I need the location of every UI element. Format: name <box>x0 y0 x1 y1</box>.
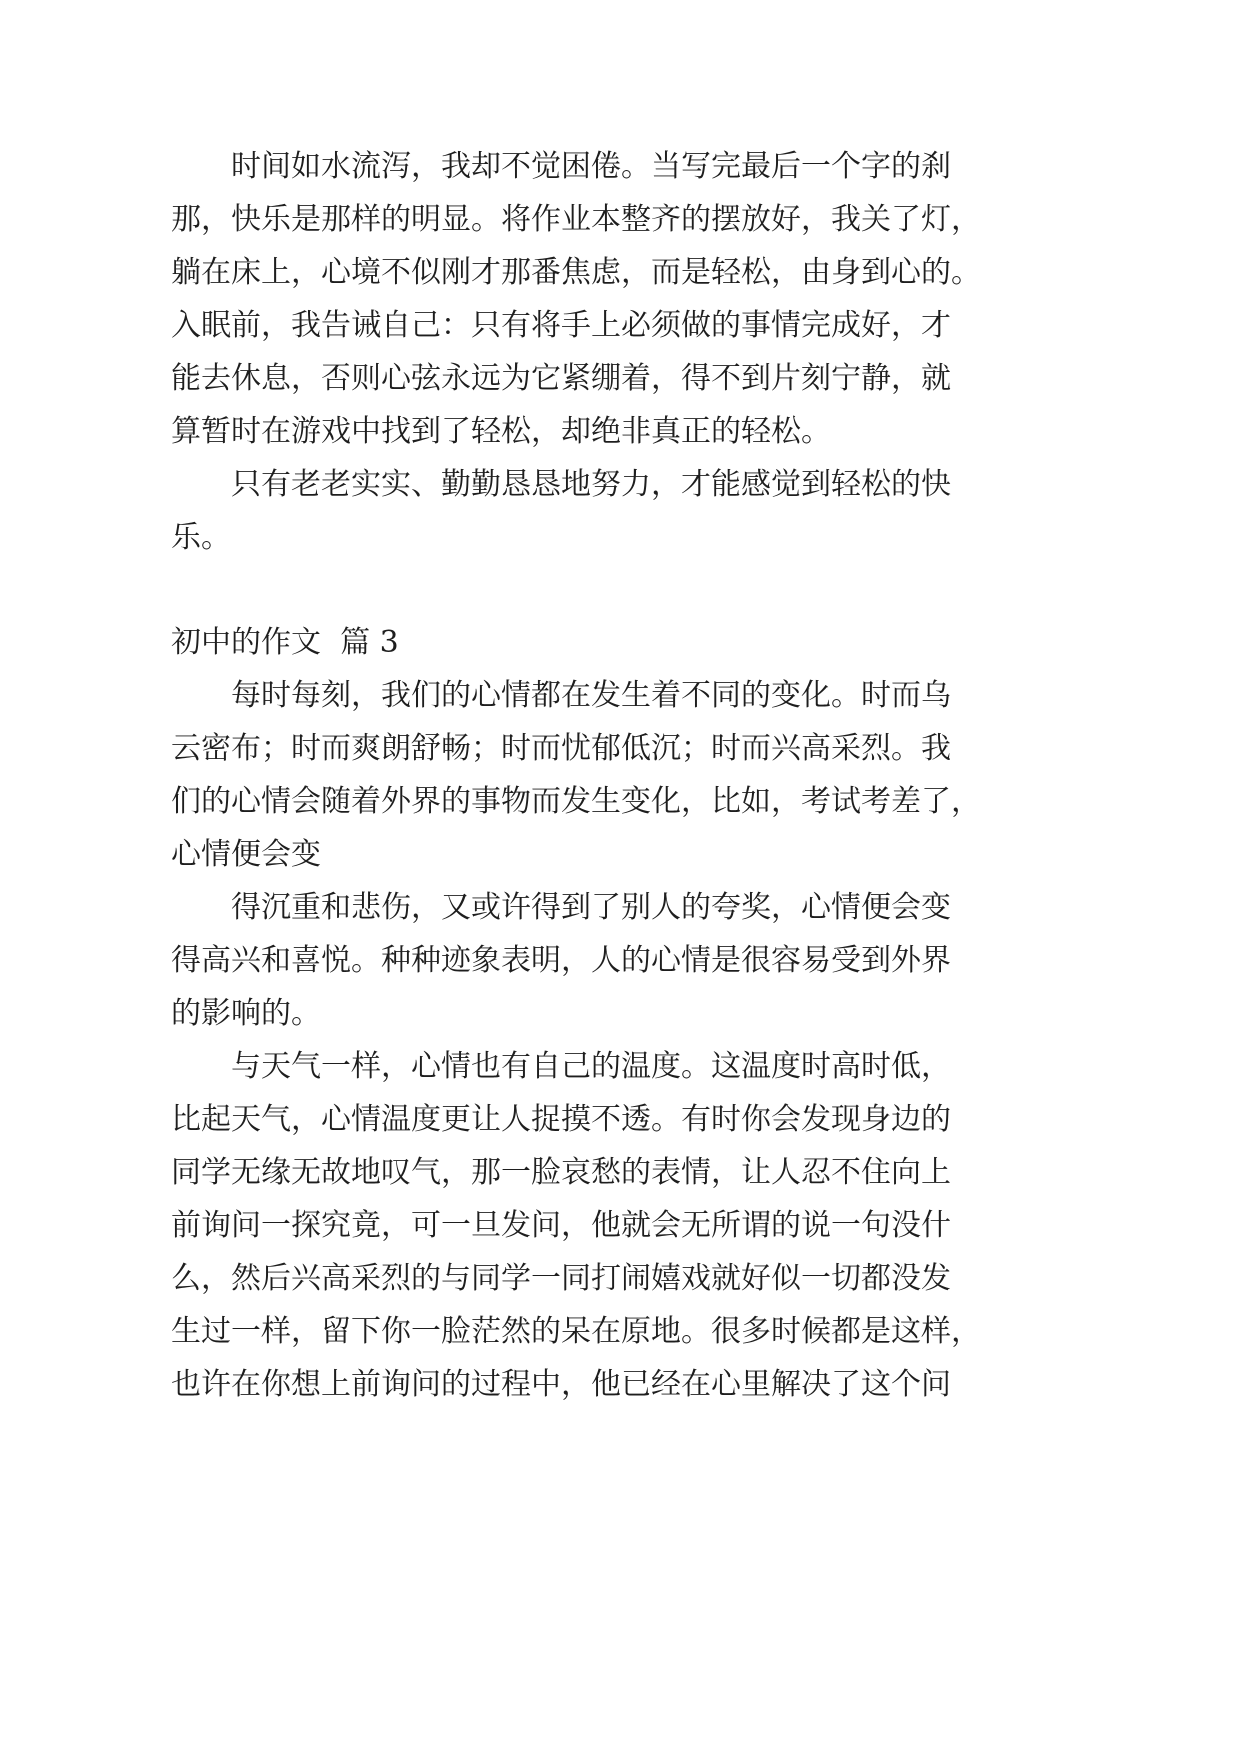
text-line: 心情便会变 <box>171 837 321 872</box>
text-line: 的影响的。 <box>171 996 321 1031</box>
text-line: 们的心情会随着外界的事物而发生变化，比如，考试考差了， <box>171 784 981 819</box>
text-line: 时间如水流泻，我却不觉困倦。当写完最后一个字的刹 <box>231 149 951 184</box>
text-line: 那，快乐是那样的明显。将作业本整齐的摆放好，我关了灯， <box>171 202 981 237</box>
text-line: 躺在床上，心境不似刚才那番焦虑，而是轻松，由身到心的。 <box>171 255 981 290</box>
text-line: 得沉重和悲伤，又或许得到了别人的夸奖，心情便会变 <box>231 890 951 925</box>
text-line: 每时每刻，我们的心情都在发生着不同的变化。时而乌 <box>231 678 951 713</box>
text-line: 云密布；时而爽朗舒畅；时而忧郁低沉；时而兴高采烈。我 <box>171 731 951 766</box>
text-line: 前询问一探究竟，可一旦发问，他就会无所谓的说一句没什 <box>171 1208 951 1243</box>
text-line: 算暂时在游戏中找到了轻松，却绝非真正的轻松。 <box>171 414 831 449</box>
text-line: 么，然后兴高采烈的与同学一同打闹嬉戏就好似一切都没发 <box>171 1261 951 1296</box>
text-line: 与天气一样，心情也有自己的温度。这温度时高时低， <box>231 1049 951 1084</box>
text-line: 能去休息，否则心弦永远为它紧绷着，得不到片刻宁静，就 <box>171 361 951 396</box>
text-line: 同学无缘无故地叹气，那一脸哀愁的表情，让人忍不住向上 <box>171 1155 951 1190</box>
text-line: 生过一样，留下你一脸茫然的呆在原地。很多时候都是这样， <box>171 1314 981 1349</box>
text-line: 比起天气，心情温度更让人捉摸不透。有时你会发现身边的 <box>171 1102 951 1137</box>
text-line: 也许在你想上前询问的过程中，他已经在心里解决了这个问 <box>171 1367 951 1402</box>
text-line: 入眠前，我告诫自己：只有将手上必须做的事情完成好，才 <box>171 308 951 343</box>
text-line: 乐。 <box>171 520 231 555</box>
text-line: 只有老老实实、勤勤恳恳地努力，才能感觉到轻松的快 <box>231 467 951 502</box>
section-heading: 初中的作文 篇 3 <box>171 625 399 660</box>
text-line: 得高兴和喜悦。种种迹象表明，人的心情是很容易受到外界 <box>171 943 951 978</box>
